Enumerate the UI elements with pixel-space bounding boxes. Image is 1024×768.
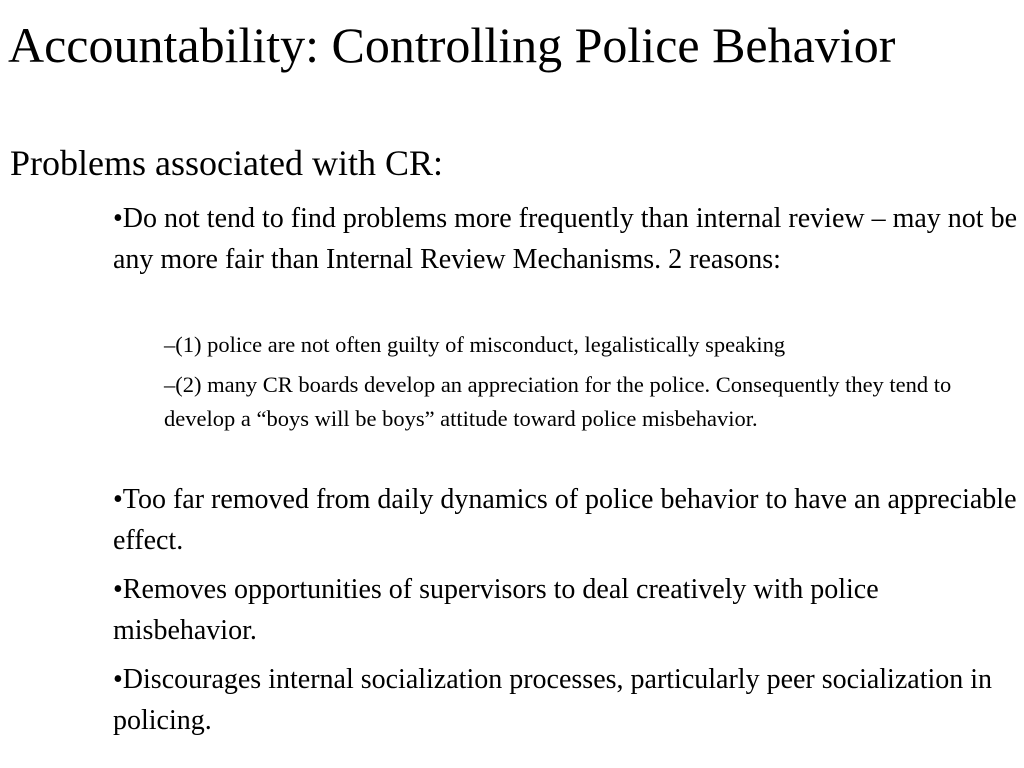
sub-bullet-item: –(1) police are not often guilty of misconduct, legalistically speaking: [164, 332, 786, 357]
slide-heading: Problems associated with CR:: [10, 143, 443, 183]
bullet-item: •Too far removed from daily dynamics of police behavior to have an appreciable effect.: [113, 484, 1017, 556]
bullet-item: •Do not tend to find problems more frequently than internal review – may not be any more fair than Internal Review Mechanisms. 2 reasons:: [113, 203, 1018, 275]
sub-bullet-item: –(2) many CR boards develop an appreciation for the police. Consequently they tend to develop a “boys will be boys” attitude toward police misbehavior.: [164, 372, 952, 431]
bullet-item: •Removes opportunities of supervisors to deal creatively with police misbehavior.: [113, 574, 879, 646]
bullet-item: •Discourages internal socialization processes, particularly peer socialization in policing.: [113, 664, 993, 736]
slide-title: Accountability: Controlling Police Behavior: [8, 17, 896, 73]
